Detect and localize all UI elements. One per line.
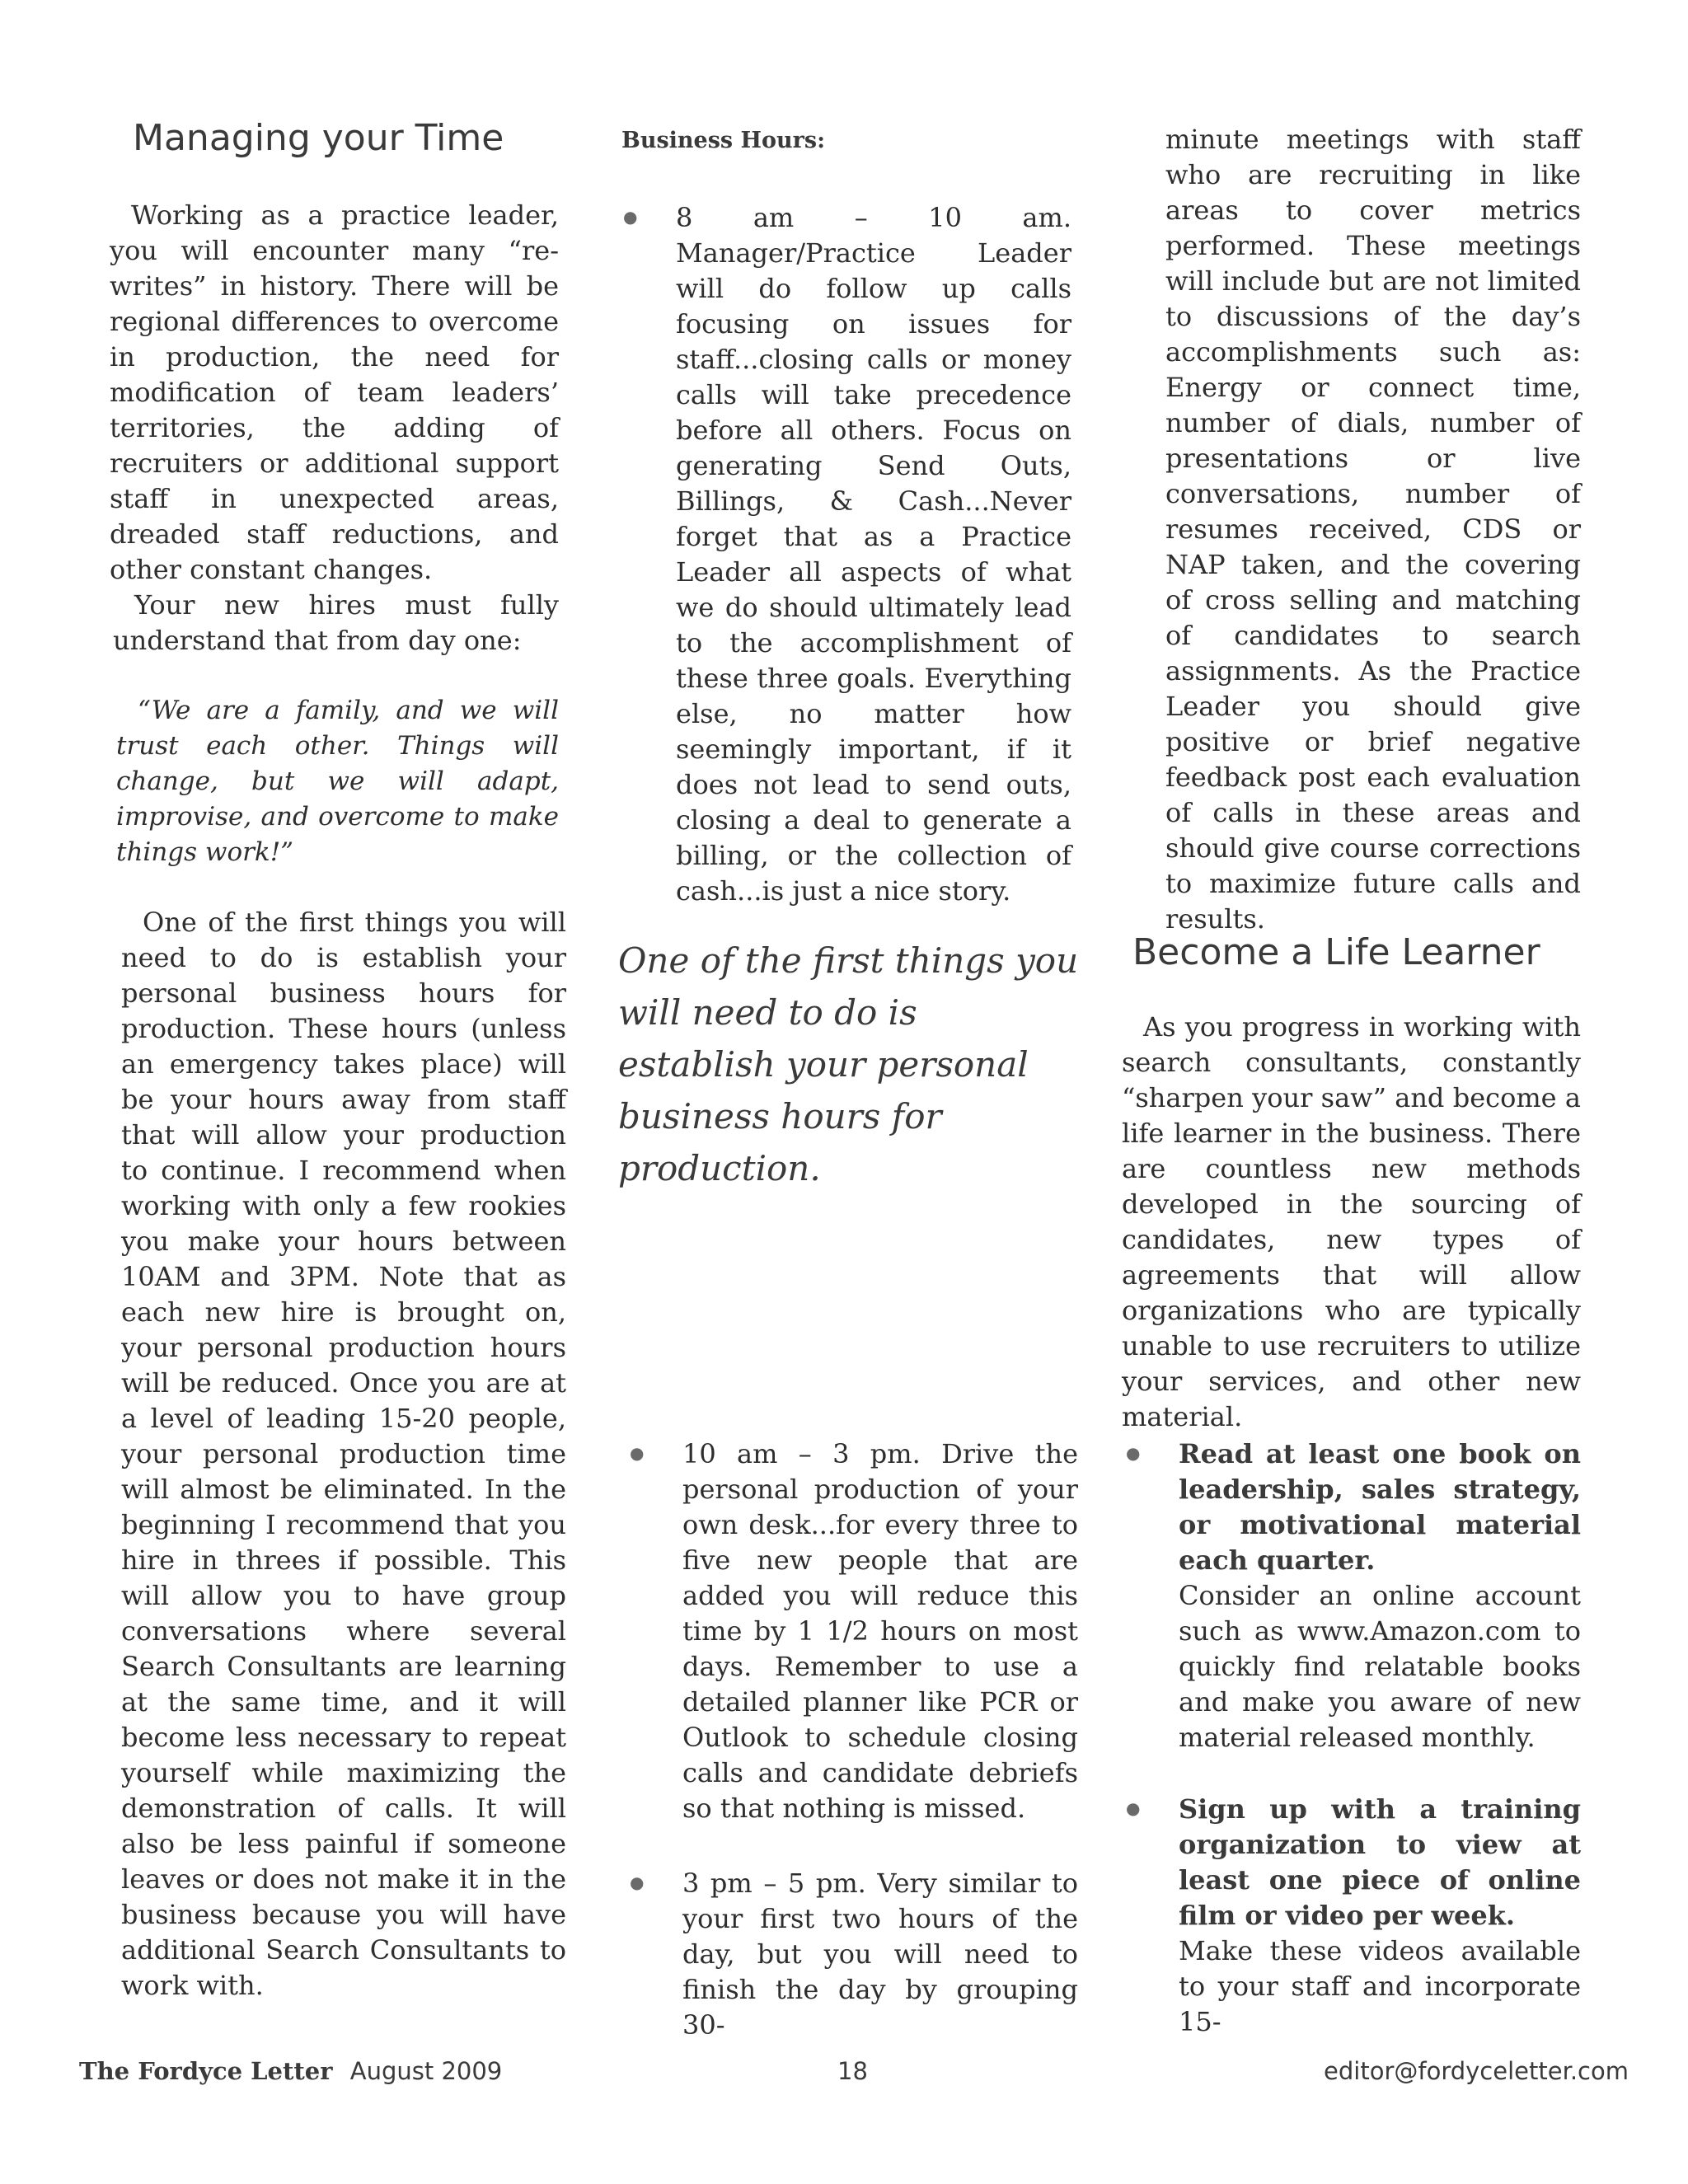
new-hires-paragraph: Your new hires must fully understand that from day one: bbox=[113, 589, 559, 656]
footer-publication-info bbox=[79, 2057, 502, 2085]
editor-email: editor@fordyceletter.com bbox=[1324, 2057, 1629, 2085]
bullet-icon: ● bbox=[630, 1872, 645, 1892]
section-heading-life-learner: Become a Life Learner bbox=[1132, 931, 1540, 973]
life-learner-paragraph: As you progress in working with search consultants, constantly “sharpen your saw” and become a life learner in the business. There are countless new methods developed in the sourcing of candidates, new types of agreements that will allow organizations who are typically unable to use recruiters to utilize your services, and other new material. bbox=[1122, 1011, 1581, 1432]
page-number: 18 bbox=[837, 2057, 868, 2085]
bullet-icon: ● bbox=[1126, 1798, 1141, 1818]
bullet-10am-text: 10 am – 3 pm. Drive the personal production of your own desk...for every three to five new people that are added you will reduce this time by 1 1/2 hours on most days. Remember to use a detailed planner like PCR or Outlook to schedule closing calls and candidate debriefs so that nothing is missed. bbox=[682, 1438, 1078, 1824]
bullet-icon: ● bbox=[1126, 1443, 1141, 1463]
meetings-paragraph: minute meetings with staff who are recruiting in like areas to cover metrics performed. These meetings will include but are not limited to discussions of the day’s accomplishments such as: Energy or connect time, number of dials, number of presentations or live conversations, number of resumes received, CDS or NAP taken, and the covering of cross selling and matching of candidates to search assignments. As the Practice Leader you should give positive or brief negative feedback post each evaluation of calls in these areas and should give course corrections to maximize future calls and results. bbox=[1165, 124, 1581, 935]
business-hours-heading: Business Hours: bbox=[621, 128, 826, 153]
issue-date: August 2009 bbox=[349, 2057, 503, 2085]
family-quote: “We are a family, and we will trust each other. Things will change, but we will adapt, improvise, and overcome to make things work!” bbox=[116, 696, 559, 867]
bullet-training-title: Sign up with a training organization to view at least one piece of online film or video per week. bbox=[1179, 1793, 1581, 1931]
bullet-training-text: Make these videos available to your staff and incorporate 15- bbox=[1179, 1935, 1581, 2037]
bullet-3pm-text: 3 pm – 5 pm. Very similar to your first two hours of the day, but you will need to finish the day by grouping 30- bbox=[682, 1868, 1078, 2041]
bullet-training bbox=[1179, 1792, 1581, 2040]
bullet-8am-text: 8 am – 10 am. Manager/Practice Leader will do follow up calls focusing on issues for staff...closing calls or money calls will take precedence before all others. Focus on generating Send Outs, Billings, & Cash...Never forget that as a Practice Leader all aspects of what we do should ultimately lead to the accomplishment of these three goals. Everything else, no matter how seemingly important, if it does not lead to send outs, closing a deal to generate a billing, or the collection of cash...is just a nice story. bbox=[676, 202, 1071, 907]
pull-quote: One of the first things you will need to do is establish your personal business hours for production. bbox=[618, 940, 1079, 1188]
bullet-icon: ● bbox=[630, 1443, 645, 1463]
bullet-read-books bbox=[1179, 1436, 1581, 1755]
bullet-read-books-text: Consider an online account such as www.Amazon.com to quickly find relatable books and make you aware of new material released monthly. bbox=[1179, 1580, 1581, 1753]
section-heading-managing-time: Managing your Time bbox=[133, 117, 504, 159]
intro-paragraph: Working as a practice leader, you will encounter many “re-writes” in history. There will be regional differences to overcome in production, the need for modification of team leaders’ territories, the adding of recruiters or additional support staff in unexpected areas, dreaded staff reductions, and other constant changes. bbox=[110, 199, 559, 585]
publication-name: The Fordyce Letter bbox=[79, 2057, 333, 2085]
bullet-read-books-title: Read at least one book on leadership, sales strategy, or motivational material each quarter. bbox=[1179, 1438, 1581, 1576]
business-hours-paragraph: One of the first things you will need to do is establish your personal business hours for production. These hours (unless an emergency takes place) will be your hours away from staff that will allow your production to continue. I recommend when working with only a few rookies you make your hours between 10AM and 3PM. Note that as each new hire is brought on, your personal production hours will be reduced. Once you are at a level of leading 15-20 people, your personal production time will almost be eliminated. In the beginning I recommend that you hire in threes if possible. This will allow you to have group conversations where several Search Consultants are learning at the same time, and it will become less necessary to repeat yourself while maximizing the demonstration of calls. It will also be less painful if someone leaves or does not make it in the business because you will have additional Search Consultants to work with. bbox=[121, 907, 566, 2001]
bullet-icon: ● bbox=[623, 207, 638, 227]
